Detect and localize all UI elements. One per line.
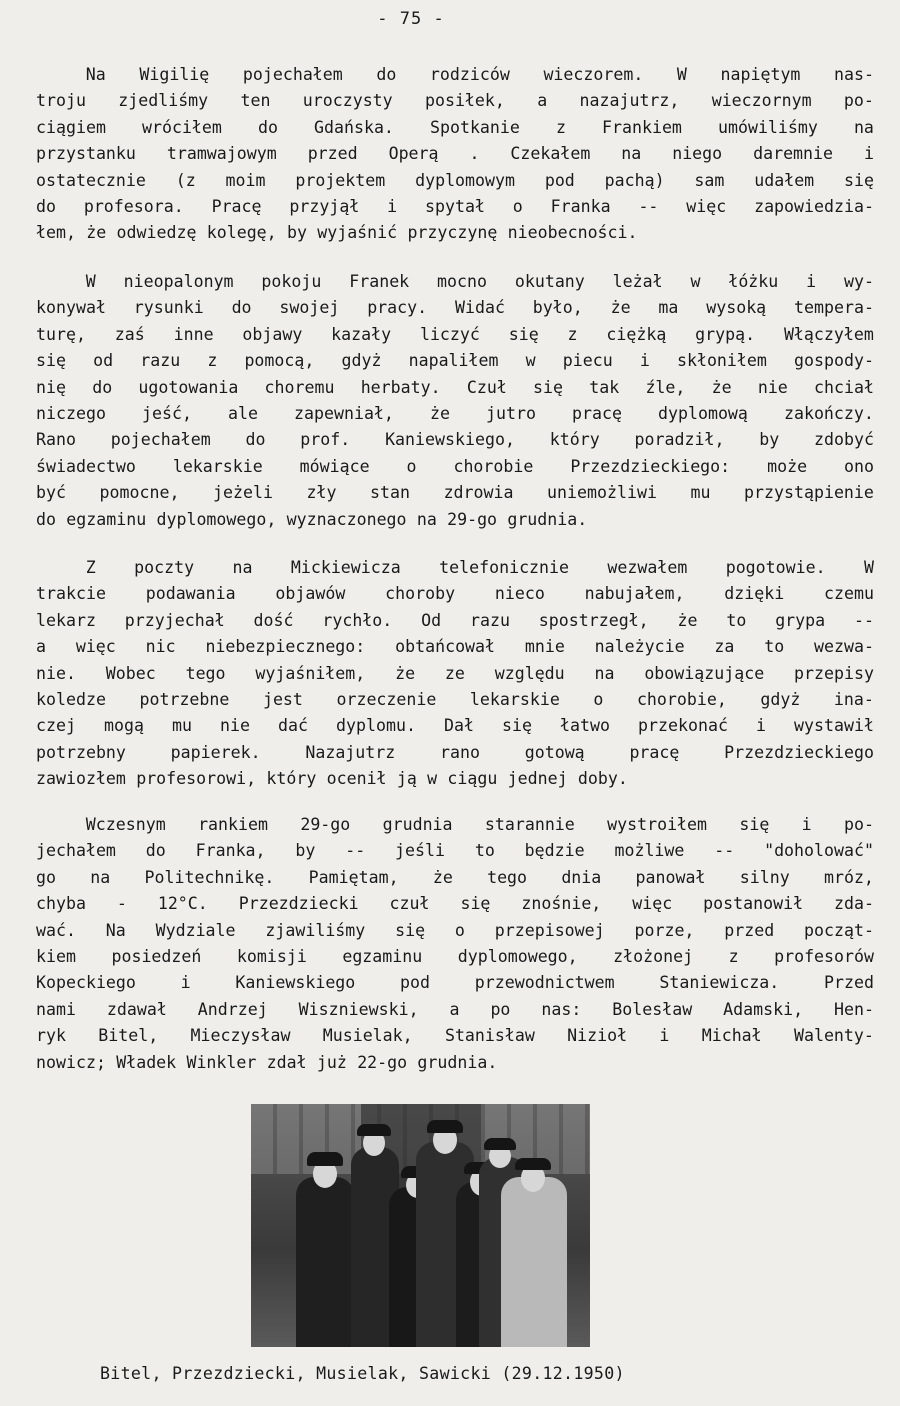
text-line: Z poczty na Mickiewicza telefonicznie wezwałem pogotowie. W	[85, 558, 874, 577]
paragraph	[36, 812, 874, 1076]
text-line: Rano pojechałem do prof. Kaniewskiego, który poradził, by zdobyć	[36, 430, 874, 450]
text-line: W nieopalonym pokoju Franek mocno okutany leżał w łóżku i wy-	[85, 272, 874, 291]
text-line: a więc nic niebezpiecznego: obtańcował mnie należycie za to wezwa-	[36, 637, 874, 657]
text-line: do profesora. Pracę przyjął i spytał o Franka -- więc zapowiedzia-	[36, 196, 874, 216]
page-number: - 75 -	[377, 9, 445, 29]
text-line: kiem posiedzeń komisji egzaminu dyplomowego, złożonej z profesorów	[36, 946, 874, 966]
text-line: Kopeckiego i Kaniewskiego pod przewodnictwem Staniewicza. Przed	[36, 973, 874, 993]
text-line: troju zjedliśmy ten uroczysty posiłek, a nazajutrz, wieczornym po-	[36, 91, 874, 111]
text-line: turę, zaś inne objawy kazały liczyć się z ciężką grypą. Włączyłem	[36, 324, 874, 344]
text-line: koledze potrzebne jest orzeczenie lekarskie o chorobie, gdyż ina-	[36, 689, 874, 709]
text-line: niczego jeść, ale zapewniał, że jutro pracę dyplomową zakończy.	[36, 403, 874, 423]
text-line: nowicz; Władek Winkler zdał już 22-go grudnia.	[36, 1052, 498, 1072]
paragraph	[36, 269, 874, 533]
paragraph	[36, 555, 874, 793]
text-line: Na Wigilię pojechałem do rodziców wieczorem. W napiętym nas-	[85, 65, 874, 84]
text-line: ryk Bitel, Mieczysław Musielak, Stanisław Nizioł i Michał Walenty-	[36, 1026, 874, 1046]
text-line: czej mogą mu nie dać dyplomu. Dał się łatwo przekonać i wystawił	[36, 716, 874, 736]
text-line: lekarz przyjechał dość rychło. Od razu spostrzegł, że to grypa --	[36, 610, 874, 630]
paragraph	[36, 62, 874, 247]
text-line: wać. Na Wydziale zjawiliśmy się o przepisowej porze, przed począt-	[36, 920, 874, 940]
text-line: konywał rysunki do swojej pracy. Widać było, że ma wysoką tempera-	[36, 298, 874, 318]
text-line: jechałem do Franka, by -- jeśli to będzie możliwe -- "doholować"	[36, 841, 874, 861]
text-line: trakcie podawania objawów choroby nieco nabujałem, dzięki czemu	[36, 584, 874, 604]
text-line: łem, że odwiedzę kolegę, by wyjaśnić przyczynę nieobecności.	[36, 223, 638, 243]
text-line: Wczesnym rankiem 29-go grudnia starannie wystroiłem się i po-	[85, 815, 874, 834]
text-line: chyba - 12°C. Przezdziecki czuł się znośnie, więc postanowił zda-	[36, 894, 874, 914]
photo-caption: Bitel, Przezdziecki, Musielak, Sawicki (29.12.1950)	[100, 1364, 625, 1383]
text-line: się od razu z pomocą, gdyż napaliłem w piecu i skłoniłem gospody-	[36, 351, 874, 371]
text-line: przystanku tramwajowym przed Operą . Czekałem na niego daremnie i	[36, 144, 874, 164]
text-line: potrzebny papierek. Nazajutrz rano gotową pracę Przezdzieckiego	[36, 742, 874, 762]
text-line: do egzaminu dyplomowego, wyznaczonego na 29-go grudnia.	[36, 509, 588, 529]
text-line: ciągiem wróciłem do Gdańska. Spotkanie z Frankiem umówiliśmy na	[36, 117, 874, 137]
text-line: nami zdawał Andrzej Wiszniewski, a po nas: Bolesław Adamski, Hen-	[36, 999, 874, 1019]
text-line: nię do ugotowania choremu herbaty. Czuł się tak źle, że nie chciał	[36, 377, 874, 397]
text-line: nie. Wobec tego wyjaśniłem, że ze względu na obowiązujące przepisy	[36, 663, 874, 683]
group-photo	[251, 1104, 590, 1347]
text-line: być pomocne, jeżeli zły stan zdrowia uniemożliwi mu przystąpienie	[36, 483, 874, 503]
text-line: świadectwo lekarskie mówiące o chorobie Przezdzieckiego: może ono	[36, 456, 874, 476]
text-line: ostatecznie (z moim projektem dyplomowym pod pachą) sam udałem się	[36, 170, 874, 190]
text-line: zawiozłem profesorowi, który ocenił ją w ciągu jednej doby.	[36, 769, 628, 789]
text-line: go na Politechnikę. Pamiętam, że tego dnia panował silny mróz,	[36, 867, 874, 887]
